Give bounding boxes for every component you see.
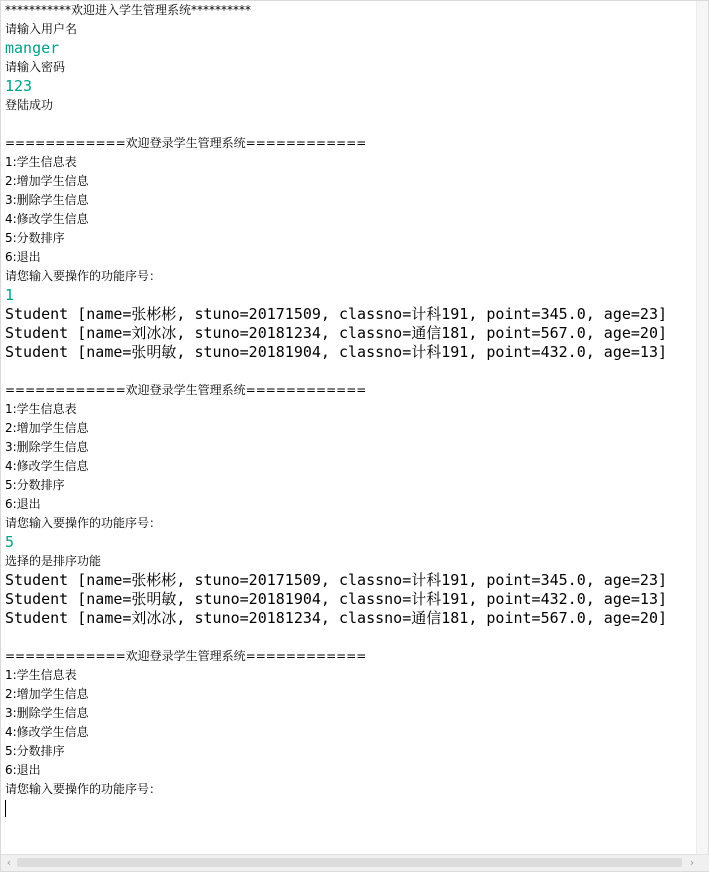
horizontal-scrollbar[interactable]	[1, 854, 709, 871]
console-output-line: Student [name=张彬彬, stuno=20171509, classno=计科191, point=345.0, age=23]	[5, 571, 667, 589]
console-output-line: 登陆成功	[5, 98, 54, 112]
console-output-line: 请您输入要操作的功能序号：	[5, 269, 162, 283]
console-output-line: ***********欢迎进入学生管理系统**********	[5, 3, 252, 17]
vertical-scrollbar[interactable]	[696, 1, 708, 855]
console-output-line: 5:分数排序	[5, 231, 65, 245]
console-blank-line	[5, 115, 697, 134]
console-input-line: 1	[5, 286, 15, 304]
console-output-line: ============欢迎登录学生管理系统============	[5, 649, 367, 663]
text-cursor	[5, 800, 6, 817]
console-output-line: Student [name=刘冰冰, stuno=20181234, classno=通信181, point=567.0, age=20]	[5, 609, 667, 627]
console-output[interactable]	[1, 1, 697, 855]
console-output-line: ============欢迎登录学生管理系统============	[5, 383, 367, 397]
console-output-line: 1:学生信息表	[5, 402, 77, 416]
console-output-line: 4:修改学生信息	[5, 459, 89, 473]
console-output-line: 4:修改学生信息	[5, 212, 89, 226]
scroll-left-icon[interactable]: ‹	[6, 856, 12, 869]
console-lines	[1, 1, 697, 818]
console-output-line: 选择的是排序功能	[5, 554, 102, 568]
console-output-line: 3:删除学生信息	[5, 706, 89, 720]
horizontal-scroll-thumb[interactable]	[17, 858, 682, 867]
console-output-line: 2:增加学生信息	[5, 174, 89, 188]
console-prompt-line[interactable]	[5, 799, 697, 818]
console-output-line: 1:学生信息表	[5, 155, 77, 169]
console-output-line: Student [name=刘冰冰, stuno=20181234, classno=通信181, point=567.0, age=20]	[5, 324, 667, 342]
console-output-line: 1:学生信息表	[5, 668, 77, 682]
console-input-line: 123	[5, 77, 33, 95]
console-output-line: 请您输入要操作的功能序号：	[5, 782, 162, 796]
console-output-line: Student [name=张明敏, stuno=20181904, classno=计科191, point=432.0, age=13]	[5, 343, 667, 361]
console-output-line: Student [name=张彬彬, stuno=20171509, classno=计科191, point=345.0, age=23]	[5, 305, 667, 323]
console-output-line: 2:增加学生信息	[5, 687, 89, 701]
console-output-line: 3:删除学生信息	[5, 440, 89, 454]
console-output-line: 6:退出	[5, 250, 41, 264]
console-output-line: 请输入用户名	[5, 22, 78, 36]
console-output-line: Student [name=张明敏, stuno=20181904, classno=计科191, point=432.0, age=13]	[5, 590, 667, 608]
console-blank-line	[5, 628, 697, 647]
console-output-line: ============欢迎登录学生管理系统============	[5, 136, 367, 150]
console-blank-line	[5, 362, 697, 381]
console-output-line: 6:退出	[5, 763, 41, 777]
console-output-line: 请您输入要操作的功能序号：	[5, 516, 162, 530]
console-output-line: 5:分数排序	[5, 744, 65, 758]
console-input-line: 5	[5, 533, 15, 551]
console-output-line: 5:分数排序	[5, 478, 65, 492]
scroll-right-icon[interactable]: ›	[689, 856, 695, 869]
console-output-line: 6:退出	[5, 497, 41, 511]
console-output-line: 4:修改学生信息	[5, 725, 89, 739]
console-output-line: 请输入密码	[5, 60, 66, 74]
console-input-line: manger	[5, 39, 60, 57]
console-output-line: 2:增加学生信息	[5, 421, 89, 435]
console-output-line: 3:删除学生信息	[5, 193, 89, 207]
